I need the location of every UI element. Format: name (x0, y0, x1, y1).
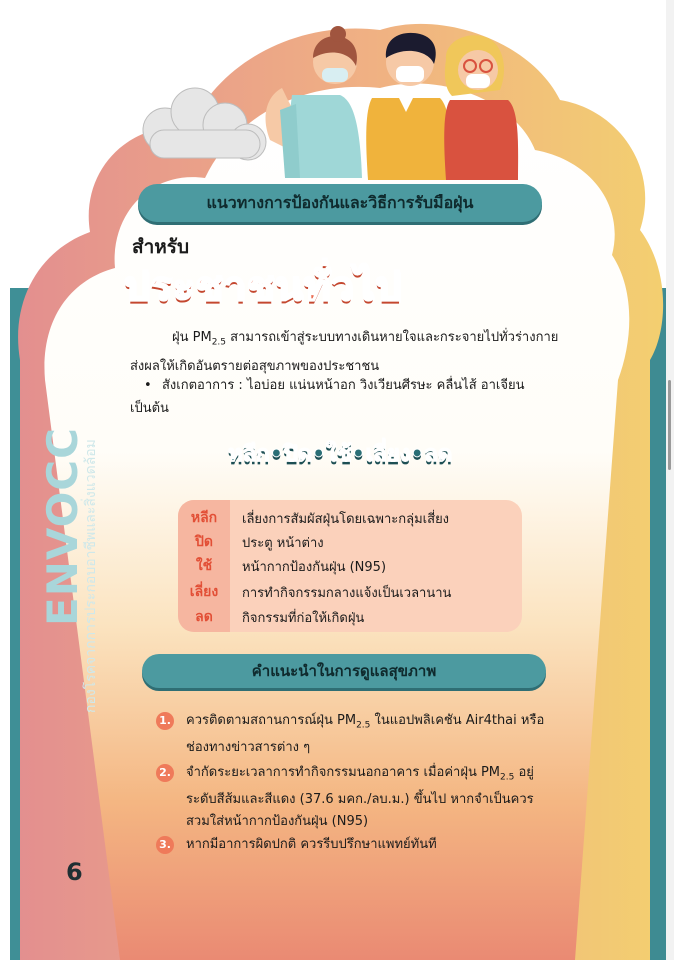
advice-text (186, 710, 556, 759)
keyword-term: ปิด (195, 534, 213, 550)
advice-text (186, 762, 556, 833)
keyword-term: ลด (195, 609, 213, 625)
keyword-row (178, 530, 324, 554)
for-label: สำหรับ (132, 236, 190, 258)
side-brand-text: ENVOCC (38, 427, 87, 626)
advice-item (156, 762, 556, 833)
symptoms-text: ไอบ่อย แน่นหน้าอก วิงเวียนศีรษะ คลื่นไส้ อาเจียน เป็นต้น (130, 378, 525, 416)
advice-text-start: จำกัดระยะเวลาการทำกิจกรรมนอกอาคาร เมื่อค่าฝุ่น PM (186, 765, 501, 780)
advice-item (156, 834, 556, 861)
scrollbar-thumb[interactable] (668, 380, 671, 470)
side-department-text: กองโรคจากการประกอบอาชีพและสิ่งแวดล้อม (83, 439, 99, 713)
symptoms-paragraph (130, 374, 560, 420)
intro-paragraph (130, 326, 560, 378)
keyword-row (178, 506, 449, 530)
advice-text (186, 834, 556, 861)
page-number: 6 (66, 858, 83, 886)
keyword-desc: เลี่ยงการสัมผัสฝุ่นโดยเฉพาะกลุ่มเสี่ยง (242, 511, 450, 527)
advice-text-start: ควรติดตามสถานการณ์ฝุ่น PM (186, 713, 357, 728)
keyword-desc: การทำกิจกรรมกลางแจ้งเป็นเวลานาน (242, 585, 452, 601)
slogan: หลีก•ปิด•ใช้•เลี่ยง•ลด (228, 442, 452, 467)
advice-subscript: 2.5 (356, 720, 371, 731)
advice-text-start: หากมีอาการผิดปกติ ควรรีบปรึกษาแพทย์ทันที (186, 837, 437, 852)
scrollbar-track[interactable] (666, 0, 674, 960)
keyword-term: ใช้ (195, 558, 213, 574)
advice-number: 1. (156, 712, 174, 730)
keyword-term: เลี่ยง (189, 584, 219, 600)
keyword-desc: หน้ากากป้องกันฝุ่น (N95) (242, 559, 387, 575)
advice-number: 2. (156, 764, 174, 782)
bullet: • (144, 378, 152, 393)
keyword-desc: กิจกรรมที่ก่อให้เกิดฝุ่น (242, 610, 365, 626)
intro-text-start: ฝุ่น PM (172, 330, 212, 345)
advice-text-end: ในแอปพลิเคชัน Air4thai หรือช่องทางข่าวสารต่าง ๆ (186, 713, 545, 755)
keyword-desc: ประตู หน้าต่าง (242, 535, 324, 551)
symptoms-label: สังเกตอาการ : (162, 378, 243, 393)
keyword-row (178, 580, 451, 604)
intro-subscript: 2.5 (211, 337, 227, 348)
title-banner: แนวทางการป้องกันและวิธีการรับมือฝุ่น (138, 184, 542, 222)
intro-text-end: สามารถเข้าสู่ระบบทางเดินหายใจและกระจายไปทั่วร่างกาย ส่งผลให้เกิดอันตรายต่อสุขภาพของประชาชน (130, 330, 559, 374)
keyword-term: หลีก (190, 510, 218, 526)
advice-text-end: อยู่ระดับสีส้มและสีแดง (37.6 มคก./ลบ.ม.) ขึ้นไป หากจำเป็นควรสวมใส่หน้ากากป้องกันฝุ่น (N95) (186, 765, 534, 829)
headline: ประชาชนทั่วไป (124, 264, 402, 310)
keyword-row (178, 554, 386, 578)
advice-item (156, 710, 556, 759)
advice-banner: คำแนะนำในการดูแลสุขภาพ (142, 654, 546, 688)
advice-number: 3. (156, 836, 174, 854)
keyword-row (178, 605, 364, 629)
advice-subscript: 2.5 (500, 772, 515, 783)
